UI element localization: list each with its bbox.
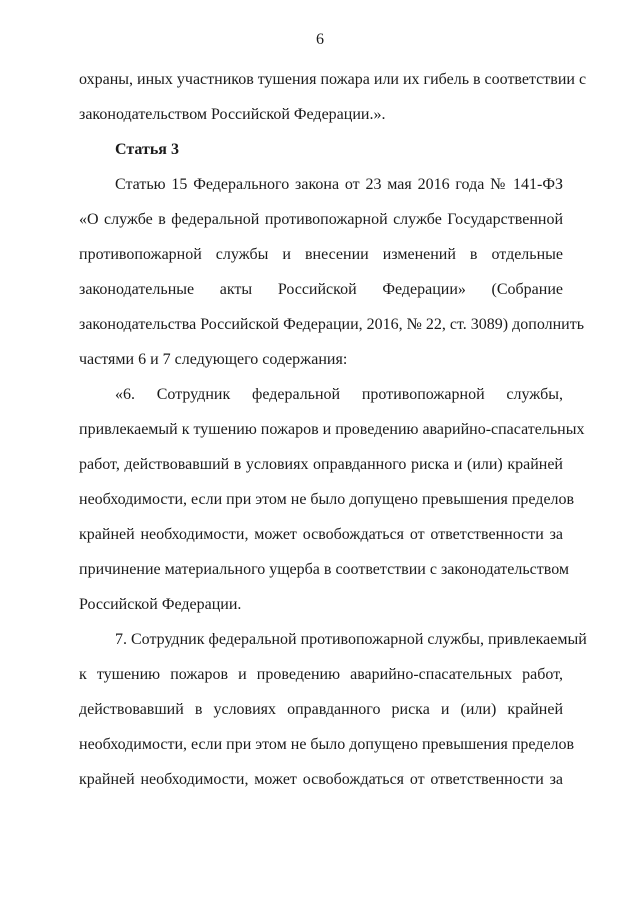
paragraph-3-line: причинение материального ущерба в соответствии с законодательством — [79, 561, 570, 578]
paragraph-4-line: к тушению пожаров и проведению аварийно-спасательных работ, — [79, 666, 563, 683]
paragraph-4-line: действовавший в условиях оправданного риска и (или) крайней — [79, 701, 563, 718]
paragraph-3-line: работ, действовавший в условиях оправданного риска и (или) крайней — [79, 456, 563, 473]
paragraph-3-line: привлекаемый к тушению пожаров и проведению аварийно-спасательных — [79, 421, 585, 438]
paragraph-2-line: «О службе в федеральной противопожарной службе Государственной — [79, 211, 563, 228]
paragraph-2-line: законодательства Российской Федерации, 2016, № 22, ст. 3089) дополнить — [79, 316, 585, 333]
paragraph-1-line: законодательством Российской Федерации.». — [79, 106, 386, 123]
paragraph-2-line: Статью 15 Федерального закона от 23 мая 2016 года № 141-ФЗ — [115, 176, 563, 193]
article-heading: Статья 3 — [115, 141, 179, 158]
paragraph-2-line: противопожарной службы и внесении изменений в отдельные — [79, 246, 563, 263]
paragraph-3-line: крайней необходимости, может освобождаться от ответственности за — [79, 526, 563, 543]
paragraph-4-line: крайней необходимости, может освобождаться от ответственности за — [79, 771, 563, 788]
page-number: 6 — [316, 31, 324, 48]
paragraph-3-line: Российской Федерации. — [79, 596, 242, 613]
paragraph-2-line: частями 6 и 7 следующего содержания: — [79, 351, 348, 368]
paragraph-3-line: «6. Сотрудник федеральной противопожарной службы, — [115, 386, 563, 403]
paragraph-4-line: 7. Сотрудник федеральной противопожарной службы, привлекаемый — [115, 631, 587, 648]
paragraph-2-line: законодательные акты Российской Федерации» (Собрание — [79, 281, 563, 298]
paragraph-4-line: необходимости, если при этом не было допущено превышения пределов — [79, 736, 575, 753]
paragraph-3-line: необходимости, если при этом не было допущено превышения пределов — [79, 491, 575, 508]
paragraph-1-line: охраны, иных участников тушения пожара или их гибель в соответствии с — [79, 71, 587, 88]
